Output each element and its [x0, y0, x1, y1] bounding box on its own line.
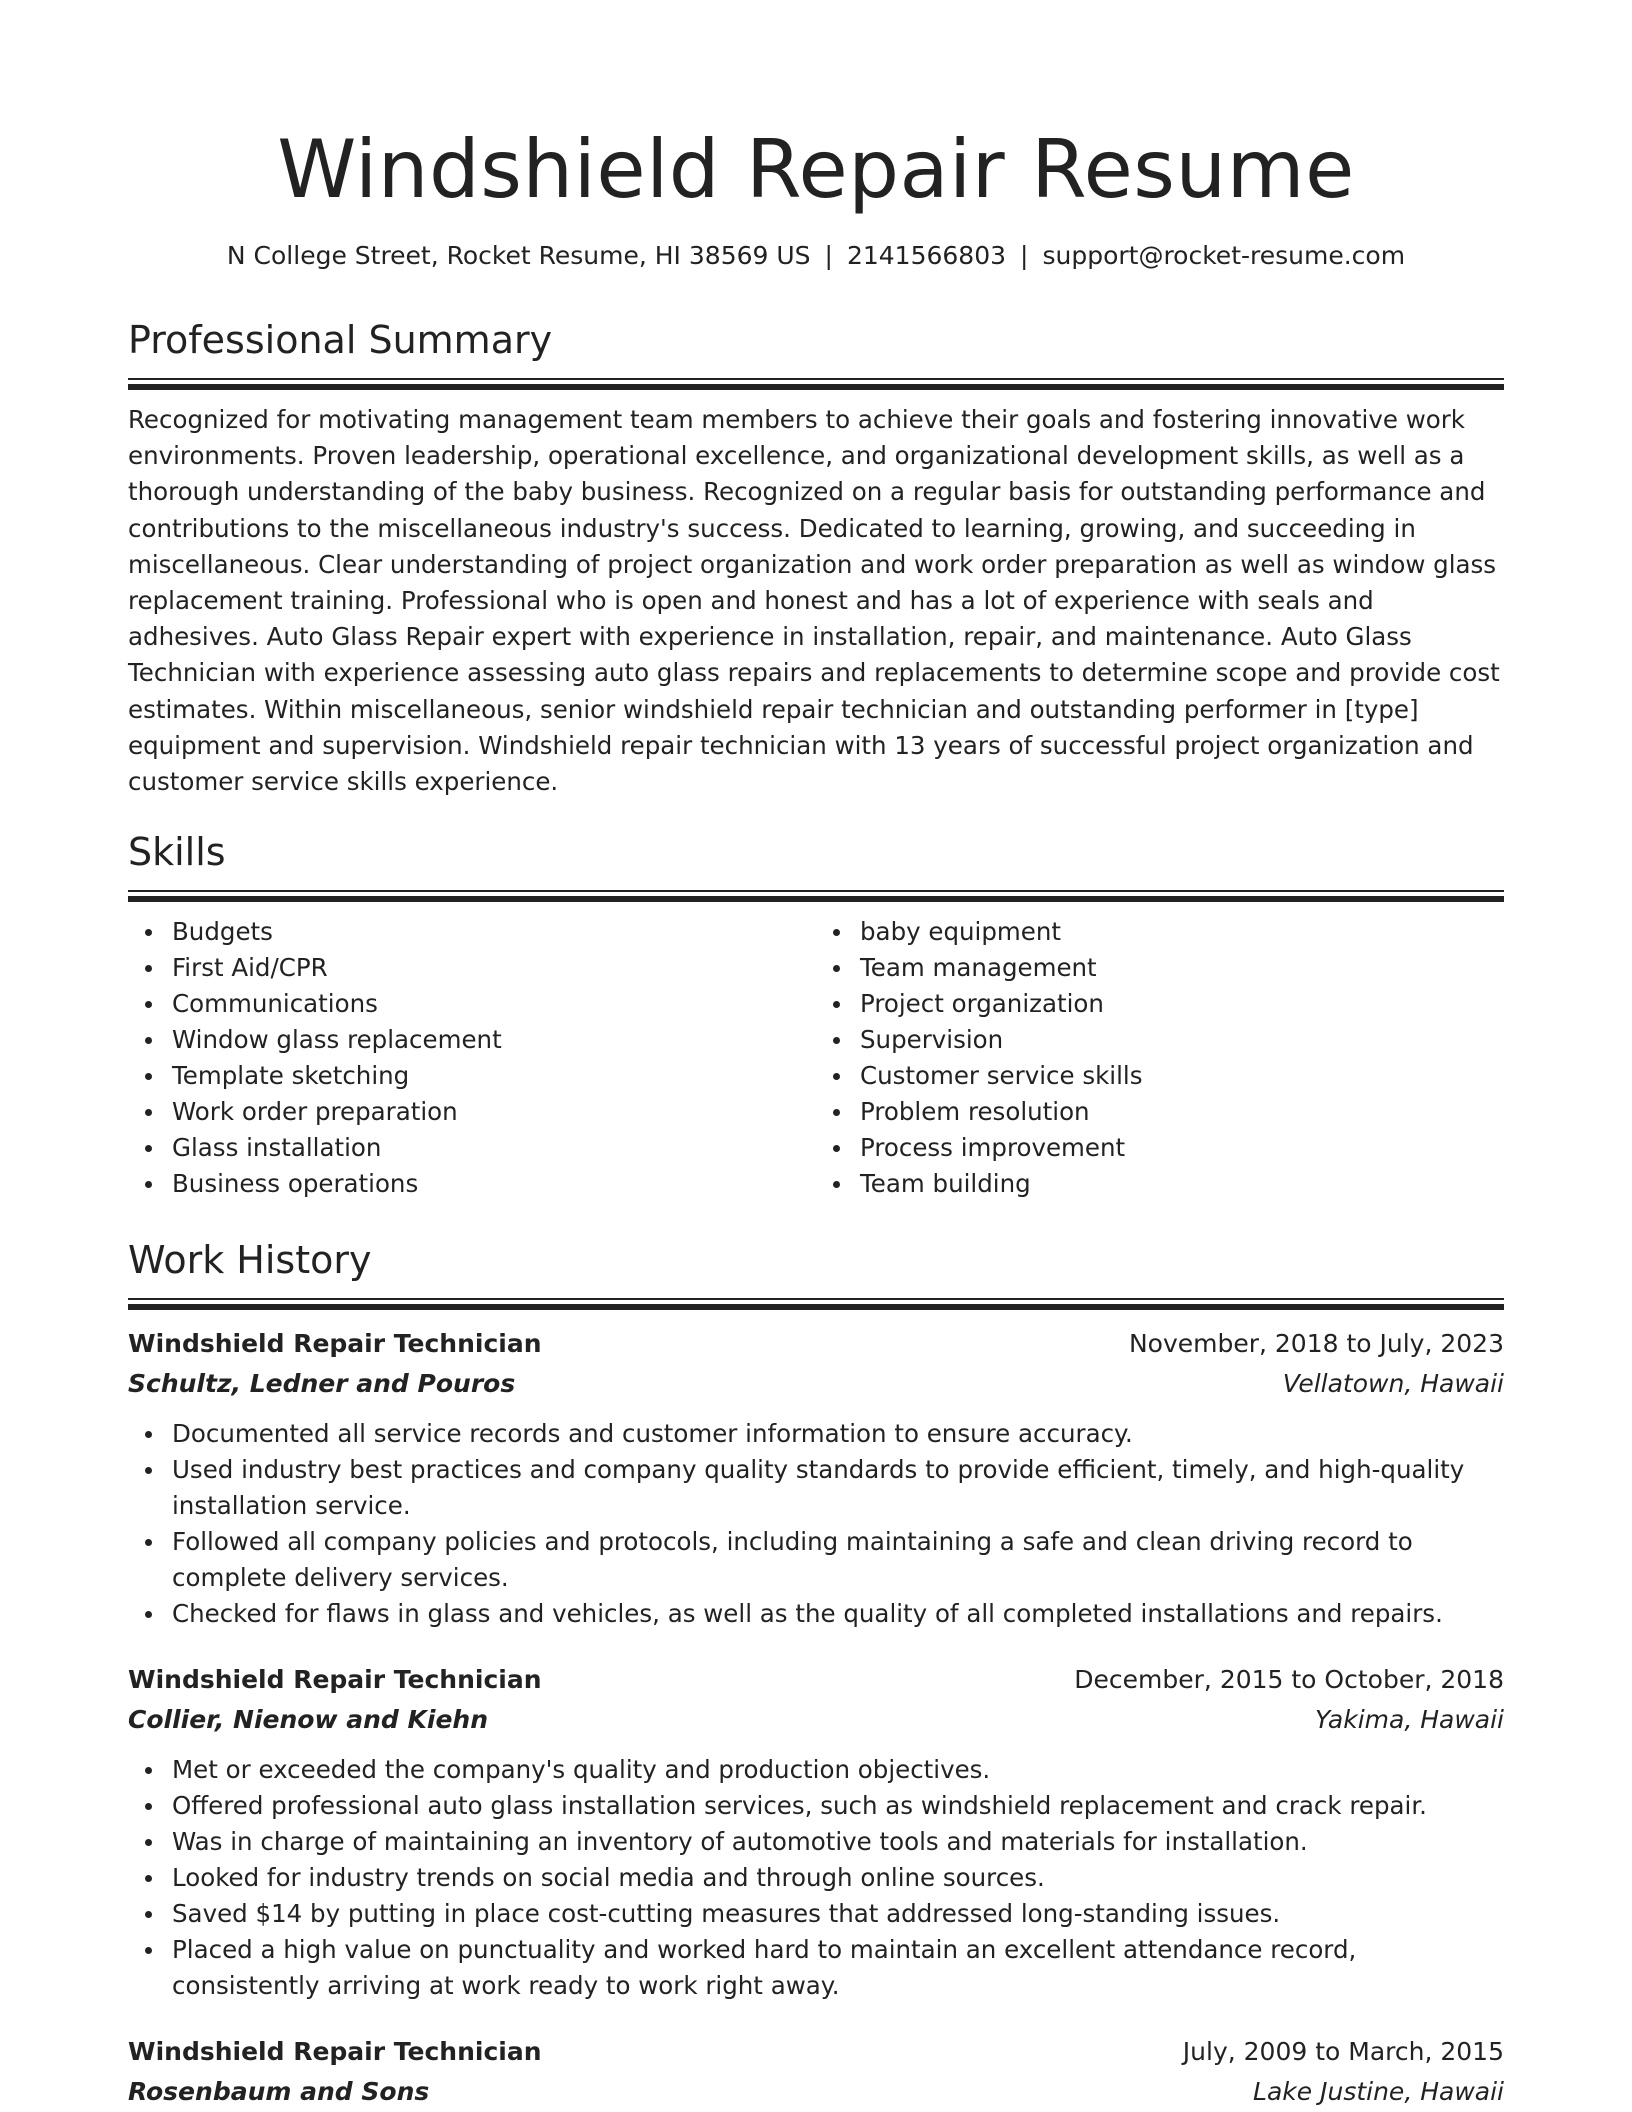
job-dates: December, 2015 to October, 2018	[1074, 1665, 1504, 1695]
job-bullet: Saved $14 by putting in place cost-cutting measures that addressed long-standing issues.	[172, 1896, 1504, 1932]
section-heading: Skills	[128, 830, 226, 875]
section-heading: Professional Summary	[128, 318, 553, 362]
job-title: Windshield Repair Technician	[128, 2037, 542, 2067]
job-entry	[128, 1324, 1504, 1632]
job-bullets	[128, 1416, 1504, 1632]
section-heading: Work History	[128, 1238, 372, 1283]
professional-summary-section	[128, 316, 1504, 800]
skill-item: Team building	[860, 1166, 1504, 1202]
skill-item: Business operations	[172, 1166, 816, 1202]
job-header-row	[128, 1324, 1504, 1364]
section-divider	[128, 1298, 1504, 1310]
skill-item: First Aid/CPR	[172, 950, 816, 986]
job-location: Yakima, Hawaii	[1314, 1705, 1504, 1735]
job-company-row	[128, 1364, 1504, 1404]
skill-item: Process improvement	[860, 1130, 1504, 1166]
skills-section	[128, 828, 1504, 1202]
job-header-row	[128, 2032, 1504, 2072]
job-bullet: Met or exceeded the company's quality and production objectives.	[172, 1752, 1504, 1788]
job-company-row	[128, 2072, 1504, 2112]
skill-item: Team management	[860, 950, 1504, 986]
job-location: Vellatown, Hawaii	[1282, 1369, 1504, 1399]
skills-column-left	[128, 914, 816, 1202]
job-bullet: Documented all service records and customer information to ensure accuracy.	[172, 1416, 1504, 1452]
skills-grid	[128, 914, 1504, 1202]
contact-phone: 2141566803	[846, 241, 1007, 270]
contact-separator: |	[1020, 241, 1029, 270]
skill-item: Customer service skills	[860, 1058, 1504, 1094]
job-location: Lake Justine, Hawaii	[1253, 2077, 1504, 2107]
job-dates: November, 2018 to July, 2023	[1128, 1329, 1504, 1359]
resume-title: Windshield Repair Resume	[277, 123, 1355, 216]
skill-item: Glass installation	[172, 1130, 816, 1166]
job-bullet: Checked for flaws in glass and vehicles, as well as the quality of all completed installations and repairs.	[172, 1596, 1504, 1632]
job-title: Windshield Repair Technician	[128, 1665, 542, 1695]
contact-line	[128, 240, 1504, 272]
skill-item: Work order preparation	[172, 1094, 816, 1130]
section-divider	[128, 378, 1504, 390]
job-bullet: Placed a high value on punctuality and worked hard to maintain an excellent attendance record, consistently arriving at work ready to work right away.	[172, 1932, 1504, 2004]
skill-item: baby equipment	[860, 914, 1504, 950]
job-bullet: Looked for industry trends on social media and through online sources.	[172, 1860, 1504, 1896]
job-company: Collier, Nienow and Kiehn	[128, 1705, 489, 1735]
contact-email: support@rocket-resume.com	[1042, 241, 1406, 270]
contact-separator: |	[824, 241, 833, 270]
skill-item: Supervision	[860, 1022, 1504, 1058]
skill-item: Project organization	[860, 986, 1504, 1022]
skill-item: Budgets	[172, 914, 816, 950]
job-bullets	[128, 1752, 1504, 2004]
work-history-section	[128, 1236, 1504, 2112]
job-bullet: Followed all company policies and protocols, including maintaining a safe and clean driving record to complete delivery services.	[172, 1524, 1504, 1596]
skill-item: Communications	[172, 986, 816, 1022]
job-entry	[128, 1660, 1504, 2004]
section-divider	[128, 890, 1504, 902]
job-company-row	[128, 1700, 1504, 1740]
job-company: Rosenbaum and Sons	[128, 2077, 430, 2107]
job-header-row	[128, 1660, 1504, 1700]
job-bullet: Used industry best practices and company quality standards to provide efficient, timely, and high-quality installation service.	[172, 1452, 1504, 1524]
summary-paragraph: Recognized for motivating management team members to achieve their goals and fostering innovative work environments. Proven leadership, operational excellence, and organizational development skills, as well as a thorough understanding of the baby business. Recognized on a regular basis for outstanding performance and contributions to the miscellaneous industry's success. Dedicated to learning, growing, and succeeding in miscellaneous. Clear understanding of project organization and work order preparation as well as window glass replacement training. Professional who is open and honest and has a lot of experience with seals and adhesives. Auto Glass Repair expert with experience in installation, repair, and maintenance. Auto Glass Technician with experience assessing auto glass repairs and replacements to determine scope and provide cost estimates. Within miscellaneous, senior windshield repair technician and outstanding performer in [type] equipment and supervision. Windshield repair technician with 13 years of successful project organization and customer service skills experience.	[128, 405, 1500, 797]
job-bullet: Offered professional auto glass installation services, such as windshield replacement and crack repair.	[172, 1788, 1504, 1824]
job-bullet: Was in charge of maintaining an inventory of automotive tools and materials for installation.	[172, 1824, 1504, 1860]
job-entry	[128, 2032, 1504, 2112]
skill-item: Window glass replacement	[172, 1022, 816, 1058]
job-company: Schultz, Ledner and Pouros	[128, 1369, 516, 1399]
job-dates: July, 2009 to March, 2015	[1182, 2037, 1504, 2067]
contact-address: N College Street, Rocket Resume, HI 38569 US	[226, 241, 811, 270]
skill-item: Template sketching	[172, 1058, 816, 1094]
skill-item: Problem resolution	[860, 1094, 1504, 1130]
job-title: Windshield Repair Technician	[128, 1329, 542, 1359]
skills-column-right	[816, 914, 1504, 1202]
